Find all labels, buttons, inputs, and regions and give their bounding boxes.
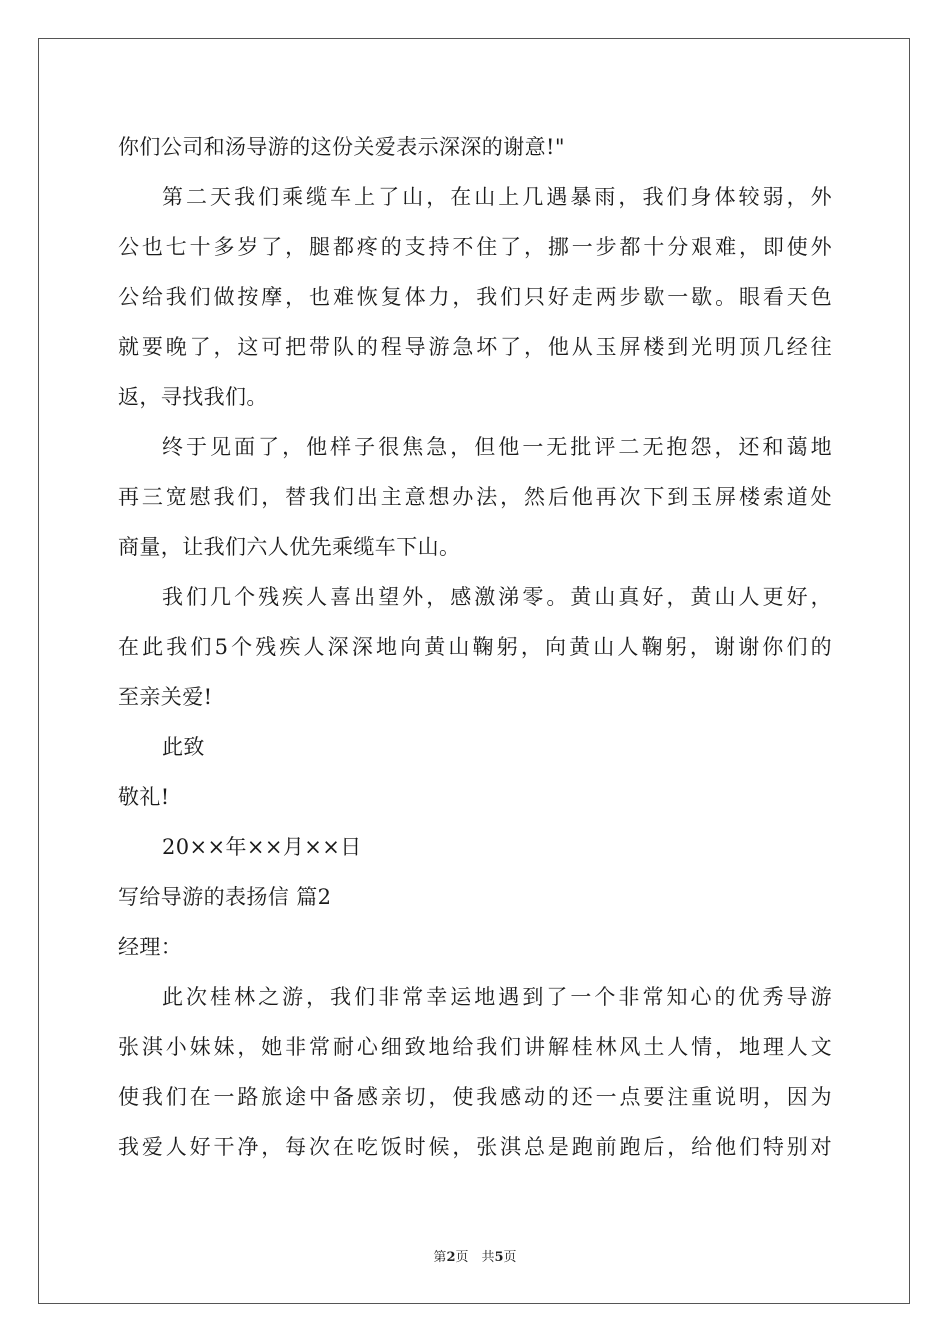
text-line: 就要晚了，这可把带队的程导游急坏了，他从玉屏楼到光明顶几经往 bbox=[118, 335, 832, 359]
footer-suffix: 页 bbox=[503, 1250, 517, 1265]
page-footer bbox=[0, 1248, 950, 1268]
footer-middle: 页 共 bbox=[455, 1250, 495, 1265]
text-line: 公给我们做按摩，也难恢复体力，我们只好走两步歇一歇。眼看天色 bbox=[118, 285, 832, 309]
document-body bbox=[118, 122, 832, 1172]
text-line: 使我们在一路旅途中备感亲切，使我感动的还一点要注重说明，因为 bbox=[118, 1085, 832, 1109]
text-line: 再三宽慰我们，替我们出主意想办法，然后他再次下到玉屏楼索道处 bbox=[118, 485, 832, 509]
letter-date: 20××年××月××日 bbox=[162, 835, 362, 859]
text-line: 我爱人好干净，每次在吃饭时候，张淇总是跑前跑后，给他们特别对 bbox=[118, 1135, 832, 1159]
text-line: 张淇小妹妹，她非常耐心细致地给我们讲解桂林风土人情，地理人文 bbox=[118, 1035, 832, 1059]
text-line: 商量，让我们六人优先乘缆车下山。 bbox=[118, 535, 461, 559]
text-line: 至亲关爱! bbox=[118, 685, 213, 709]
text-line: 我们几个残疾人喜出望外，感激涕零。黄山真好，黄山人更好， bbox=[162, 585, 832, 609]
text-line: 公也七十多岁了，腿都疼的支持不住了，挪一步都十分艰难，即使外 bbox=[118, 235, 832, 259]
footer-prefix: 第 bbox=[433, 1250, 447, 1265]
closing-salutation: 此致 bbox=[162, 735, 205, 759]
text-line: 终于见面了，他样子很焦急，但他一无批评二无抱怨，还和蔼地 bbox=[162, 435, 832, 459]
closing-regards: 敬礼! bbox=[118, 785, 170, 809]
total-page-count: 5 bbox=[494, 1250, 504, 1265]
text-line: 第二天我们乘缆车上了山，在山上几遇暴雨，我们身体较弱，外 bbox=[162, 185, 832, 209]
current-page-number: 2 bbox=[446, 1250, 456, 1265]
text-line: 你们公司和汤导游的这份关爱表示深深的谢意!" bbox=[118, 135, 565, 159]
section-heading: 写给导游的表扬信 篇2 bbox=[118, 885, 332, 909]
text-line: 返，寻找我们。 bbox=[118, 385, 268, 409]
letter-addressee: 经理： bbox=[118, 935, 183, 959]
text-line: 在此我们5个残疾人深深地向黄山鞠躬，向黄山人鞠躬，谢谢你们的 bbox=[118, 635, 832, 659]
text-line: 此次桂林之游，我们非常幸运地遇到了一个非常知心的优秀导游 bbox=[162, 985, 832, 1009]
